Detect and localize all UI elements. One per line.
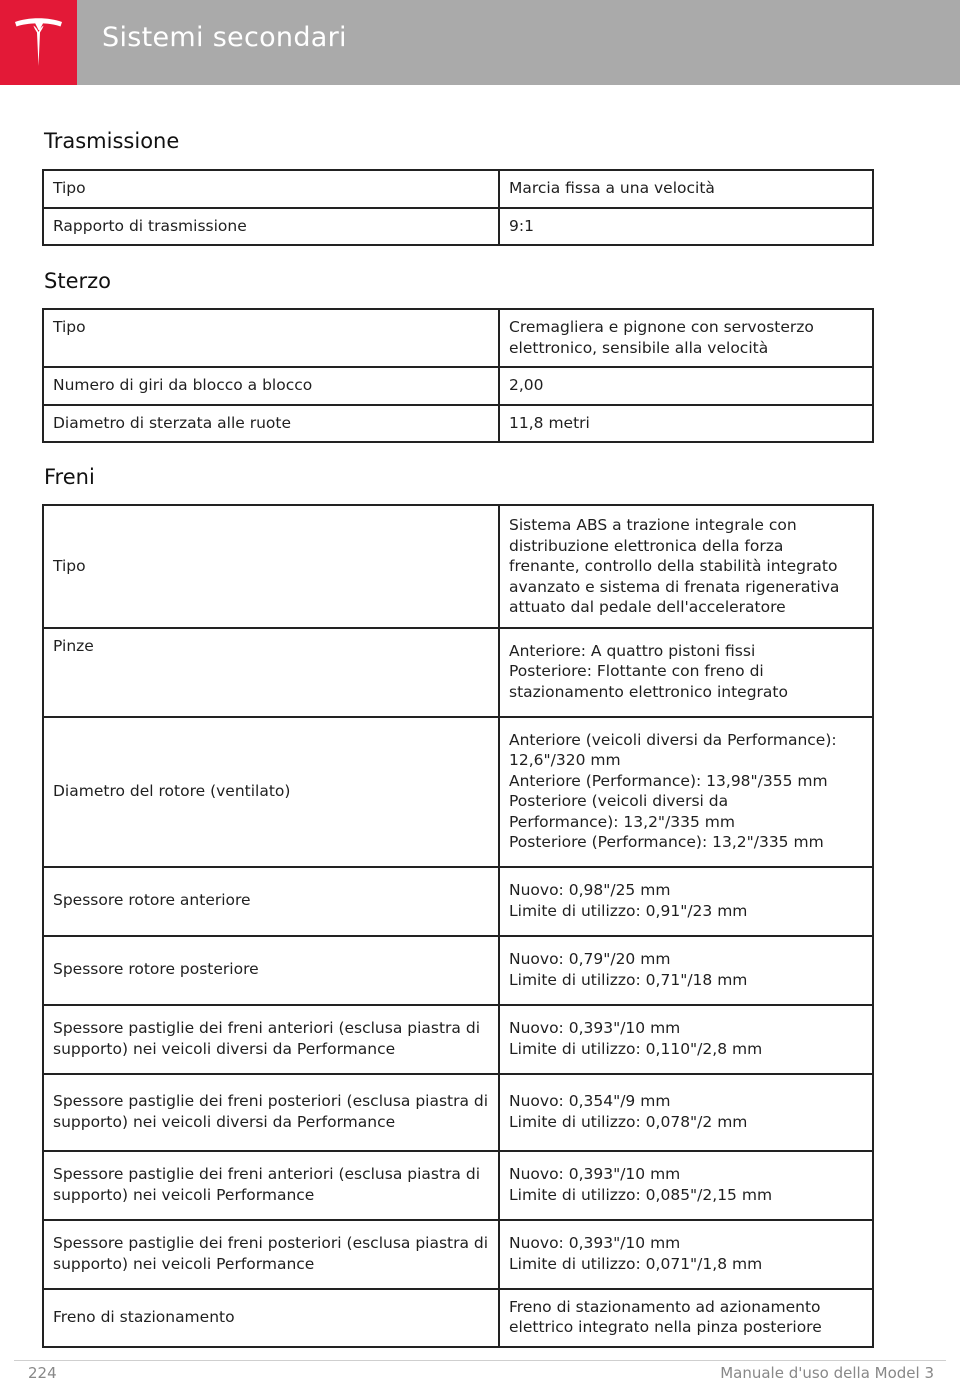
spec-label: Spessore pastiglie dei freni anteriori (esclusa piastra di supporto) nei veicoli Performance [43, 1151, 499, 1220]
spec-value-line: Anteriore (Performance): 13,98"/355 mm [509, 771, 828, 790]
spec-label: Tipo [43, 309, 499, 367]
sterzo-table [42, 308, 874, 443]
table-row [43, 717, 873, 867]
spec-value-line: distribuzione elettronica della forza [509, 536, 784, 555]
table-row [43, 936, 873, 1005]
spec-value-line: avanzato e sistema di frenata rigenerativa [509, 577, 840, 596]
spec-value [499, 405, 873, 443]
spec-value-line: 2,00 [509, 376, 544, 394]
tesla-logo-icon [13, 16, 64, 68]
spec-value-line: Posteriore: Flottante con freno di [509, 662, 764, 681]
page-number: 224 [28, 1364, 57, 1382]
spec-label: Tipo [43, 505, 499, 628]
spec-value [499, 1074, 873, 1151]
table-row [43, 309, 873, 367]
table-row [43, 170, 873, 208]
spec-label: Spessore pastiglie dei freni posteriori (esclusa piastra di supporto) nei veicoli Performance [43, 1220, 499, 1289]
spec-value-line: Anteriore: A quattro pistoni fissi [509, 641, 756, 660]
table-row [43, 1220, 873, 1289]
footer-title: Manuale d'uso della Model 3 [720, 1364, 934, 1382]
spec-value [499, 936, 873, 1005]
spec-value [499, 1005, 873, 1074]
spec-label: Spessore rotore anteriore [43, 867, 499, 936]
brand-logo [0, 0, 77, 85]
footer-divider [14, 1360, 946, 1361]
spec-label: Spessore pastiglie dei freni posteriori (esclusa piastra di supporto) nei veicoli diversi da Performance [43, 1074, 499, 1151]
table-row [43, 505, 873, 628]
spec-value-line: Freno di stazionamento ad azionamento [509, 1297, 821, 1316]
spec-value-line: Nuovo: 0,354"/9 mm [509, 1092, 671, 1110]
table-row [43, 208, 873, 246]
spec-value-line: attuato dal pedale dell'acceleratore [509, 598, 786, 616]
spec-value [499, 309, 873, 367]
spec-value [499, 505, 873, 628]
spec-label: Pinze [43, 628, 499, 717]
spec-value-line: Limite di utilizzo: 0,078"/2 mm [509, 1112, 748, 1131]
spec-label: Spessore rotore posteriore [43, 936, 499, 1005]
spec-value-line: Sistema ABS a trazione integrale con [509, 516, 797, 534]
section-title-trasmissione: Trasmissione [44, 129, 180, 153]
spec-value [499, 367, 873, 405]
spec-label: Numero di giri da blocco a blocco [43, 367, 499, 405]
spec-value-line: stazionamento elettronico integrato [509, 682, 788, 701]
table-row [43, 1005, 873, 1074]
table-row [43, 628, 873, 717]
spec-label: Rapporto di trasmissione [43, 208, 499, 246]
spec-value-line: 12,6"/320 mm [509, 751, 621, 769]
spec-value [499, 867, 873, 936]
spec-value [499, 1289, 873, 1347]
spec-value-line: Limite di utilizzo: 0,91"/23 mm [509, 901, 748, 920]
section-title-freni: Freni [44, 465, 95, 489]
spec-value [499, 628, 873, 717]
spec-value-line: 9:1 [509, 216, 534, 235]
spec-value-line: Nuovo: 0,393"/10 mm [509, 1019, 681, 1037]
table-row [43, 405, 873, 443]
section-title-sterzo: Sterzo [44, 269, 111, 293]
spec-value [499, 208, 873, 246]
spec-value-line: 11,8 metri [509, 413, 590, 432]
spec-value-line: Nuovo: 0,393"/10 mm [509, 1234, 681, 1252]
table-row [43, 1074, 873, 1151]
table-row [43, 1289, 873, 1347]
spec-value-line: frenante, controllo della stabilità integrato [509, 557, 838, 575]
page-header [0, 0, 960, 85]
spec-value-line: Nuovo: 0,98"/25 mm [509, 881, 671, 899]
spec-value-line: elettrico integrato nella pinza posteriore [509, 1318, 822, 1336]
spec-value [499, 717, 873, 867]
table-row [43, 367, 873, 405]
spec-value-line: Performance): 13,2"/335 mm [509, 812, 735, 831]
spec-label: Tipo [43, 170, 499, 208]
table-row [43, 1151, 873, 1220]
spec-label: Diametro del rotore (ventilato) [43, 717, 499, 867]
spec-label: Diametro di sterzata alle ruote [43, 405, 499, 443]
spec-value [499, 1151, 873, 1220]
table-row [43, 867, 873, 936]
spec-value-line: Posteriore (Performance): 13,2"/335 mm [509, 833, 824, 851]
spec-value-line: Limite di utilizzo: 0,110"/2,8 mm [509, 1039, 763, 1058]
spec-value-line: Cremagliera e pignone con servosterzo [509, 318, 814, 336]
spec-value-line: Limite di utilizzo: 0,085"/2,15 mm [509, 1185, 773, 1204]
spec-value-line: Nuovo: 0,393"/10 mm [509, 1165, 681, 1183]
trasmissione-table [42, 169, 874, 246]
spec-value-line: Anteriore (veicoli diversi da Performance): [509, 730, 837, 749]
spec-value-line: elettronico, sensibile alla velocità [509, 338, 769, 357]
spec-value-line: Posteriore (veicoli diversi da [509, 792, 729, 810]
spec-value [499, 1220, 873, 1289]
spec-value-line: Limite di utilizzo: 0,071"/1,8 mm [509, 1254, 763, 1273]
spec-value [499, 170, 873, 208]
spec-value-line: Marcia fissa a una velocità [509, 179, 715, 197]
spec-label: Spessore pastiglie dei freni anteriori (esclusa piastra di supporto) nei veicoli diversi da Performance [43, 1005, 499, 1074]
freni-table [42, 504, 874, 1348]
spec-label: Freno di stazionamento [43, 1289, 499, 1347]
page-title: Sistemi secondari [102, 22, 347, 53]
spec-value-line: Limite di utilizzo: 0,71"/18 mm [509, 970, 748, 989]
spec-value-line: Nuovo: 0,79"/20 mm [509, 950, 671, 968]
